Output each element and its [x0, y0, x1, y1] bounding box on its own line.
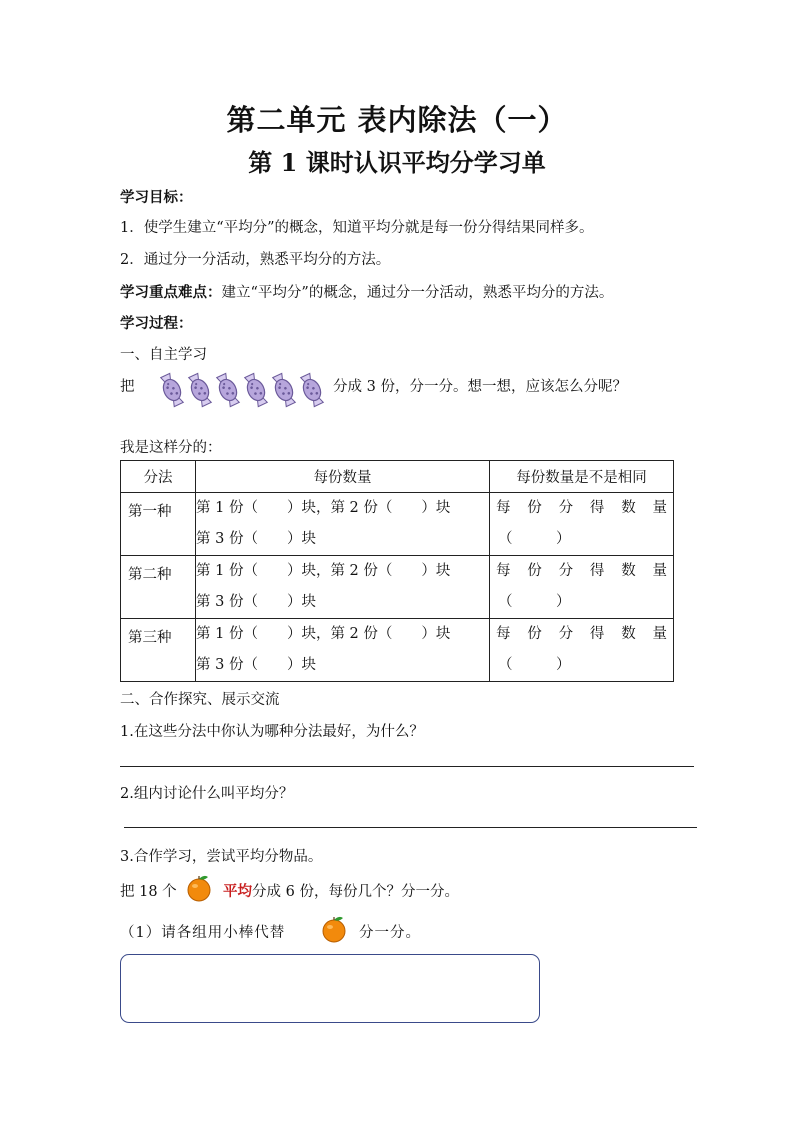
- answer-blank[interactable]: （ ）: [498, 594, 571, 610]
- orange-icon: [185, 873, 213, 903]
- goal-item-2: 2．通过分一分活动，熟悉平均分的方法。: [120, 252, 391, 268]
- word: 量: [652, 563, 667, 579]
- table-header: 分法: [121, 461, 196, 493]
- question-3: 3.合作学习，尝试平均分物品。: [120, 849, 323, 865]
- word: 得: [589, 626, 605, 642]
- page-subtitle: 第 1 课时认识平均分学习单: [248, 148, 546, 177]
- candy-icon: [242, 372, 270, 408]
- q3-line-after: 分成 6 份，每份几个？分一分。: [252, 884, 459, 900]
- quantity-line: 第 3 份（ ）块: [196, 594, 316, 610]
- quantity-cell: [196, 493, 490, 556]
- orange-icon: [320, 914, 348, 944]
- section1-title: 一、自主学习: [120, 347, 207, 363]
- key-points-text: 建立“平均分”的概念，通过分一分活动，熟悉平均分的方法。: [221, 285, 614, 301]
- table-row: [121, 493, 674, 556]
- candy-icon: [160, 372, 186, 408]
- quantity-line: 第 1 份（ ）块，第 2 份（ ）块: [196, 626, 451, 642]
- candy-icon: [298, 372, 325, 408]
- table-row: [121, 556, 674, 619]
- table-header: 每份数量: [196, 461, 490, 493]
- table-intro: 我是这样分的：: [120, 440, 222, 456]
- word: 份: [527, 500, 542, 516]
- candy-prompt-after: 分成 3 份，分一分。想一想，应该怎么分呢？: [333, 379, 627, 395]
- same-cell: [490, 556, 674, 619]
- process-label: 学习过程：: [120, 315, 193, 332]
- word: 数: [621, 563, 636, 579]
- word: 每: [496, 626, 511, 642]
- same-words: [490, 493, 673, 524]
- quantity-line: 第 1 份（ ）块，第 2 份（ ）块: [196, 563, 451, 579]
- question-1: 1.在这些分法中你认为哪种分法最好，为什么？: [120, 724, 424, 740]
- table-row: [121, 619, 674, 682]
- division-table: [120, 460, 674, 682]
- word: 得: [589, 500, 605, 516]
- candy-icon: [186, 372, 214, 408]
- sub-question-1-after: 分一分。: [359, 925, 421, 941]
- candy-icon: [270, 372, 298, 408]
- goal-item-1: 1．使学生建立“平均分”的概念，知道平均分就是每一份分得结果同样多。: [120, 220, 594, 236]
- word: 份: [527, 563, 542, 579]
- q3-line-rest: [223, 880, 459, 901]
- answer-blank[interactable]: （ ）: [498, 657, 571, 673]
- method-name: 第二种: [121, 556, 196, 619]
- candy-prompt-before: 把: [120, 379, 135, 395]
- quantity-line: 第 1 份（ ）块，第 2 份（ ）块: [196, 500, 451, 516]
- word: 分: [558, 563, 574, 579]
- answer-line-2[interactable]: [124, 827, 697, 828]
- same-words: [490, 556, 673, 587]
- quantity-cell: [196, 556, 490, 619]
- quantity-cell: [196, 619, 490, 682]
- answer-line-1[interactable]: [120, 766, 694, 767]
- word: 得: [589, 563, 605, 579]
- word: 量: [652, 500, 667, 516]
- word: 量: [652, 626, 667, 642]
- answer-blank[interactable]: （ ）: [498, 531, 571, 547]
- same-words: [490, 619, 673, 650]
- candy-icon-group: [160, 370, 325, 410]
- quantity-line: 第 3 份（ ）块: [196, 657, 316, 673]
- word: 份: [527, 626, 542, 642]
- goals-label: 学习目标：: [120, 189, 193, 206]
- word: 分: [558, 500, 574, 516]
- word: 数: [621, 500, 636, 516]
- word: 分: [558, 626, 574, 642]
- table-header-row: [121, 461, 674, 493]
- key-points-label: 学习重点难点：: [120, 284, 222, 301]
- same-cell: [490, 619, 674, 682]
- key-points: [120, 281, 613, 302]
- same-cell: [490, 493, 674, 556]
- q3-line-before: 把 18 个: [120, 884, 177, 900]
- method-name: 第一种: [121, 493, 196, 556]
- emphasis-text: 平均: [223, 883, 252, 900]
- sub-question-1: （1）请各组用小棒代替: [120, 925, 286, 941]
- work-box[interactable]: [120, 954, 540, 1023]
- candy-icon: [214, 372, 242, 408]
- section2-title: 二、合作探究、展示交流: [120, 692, 280, 708]
- table-header: 每份数量是不是相同: [490, 461, 674, 493]
- word: 每: [496, 500, 511, 516]
- page-title: 第二单元 表内除法（一）: [226, 103, 568, 137]
- method-name: 第三种: [121, 619, 196, 682]
- quantity-line: 第 3 份（ ）块: [196, 531, 316, 547]
- word: 每: [496, 563, 511, 579]
- word: 数: [621, 626, 636, 642]
- question-2: 2.组内讨论什么叫平均分？: [120, 786, 294, 802]
